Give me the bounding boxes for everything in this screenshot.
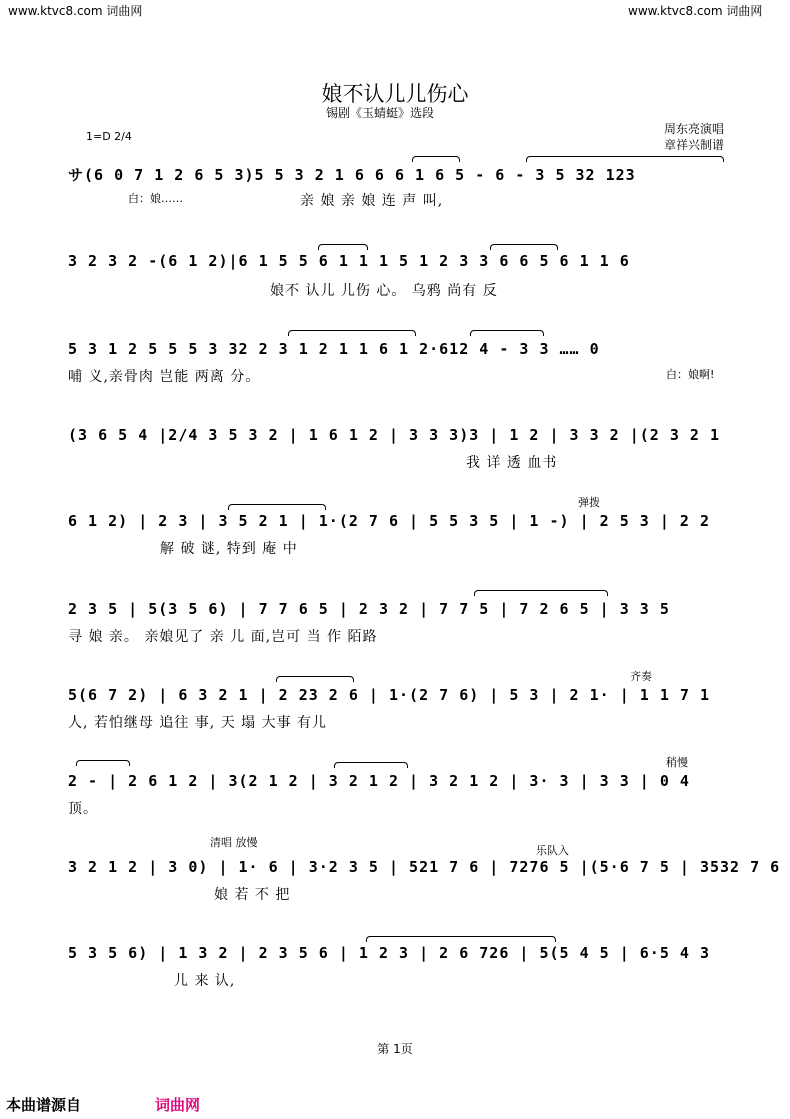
slur (526, 156, 724, 162)
notes: サ(6 0 7 1 2 6 5 3)5 5 3 2 1 6 6 6 1 6 5 - 6 - 3 5 32 123 (68, 166, 636, 184)
anno: 白：娘啊! (666, 368, 715, 381)
lyrics: 娘 若 不 把 (214, 887, 291, 903)
site-watermark-left: www.ktvc8.com 词曲网 (8, 4, 143, 18)
anno: 乐队入 (536, 844, 569, 857)
slur (276, 676, 354, 682)
site-watermark-right: www.ktvc8.com 词曲网 (628, 4, 763, 18)
slur (76, 760, 130, 766)
anno: 白：娘…… (128, 192, 183, 205)
slur (470, 330, 544, 336)
footer-source-link[interactable]: 词曲网 (155, 1096, 201, 1114)
lyrics: 亲 娘 亲 娘 连 声 叫, (300, 193, 444, 209)
slur (366, 936, 556, 942)
notes: 5(6 7 2) | 6 3 2 1 | 2 23 2 6 | 1·(2 7 6) | 5 3 | 2 1· | 1 1 7 1 (68, 686, 710, 704)
song-subtitle: 锡剧《玉蜻蜓》选段 (325, 106, 434, 120)
notes: 3 2 3 2 -(6 1 2)|6 1 5 5 6 1 1 1 5 1 2 3 3 6 6 5 6 1 1 6 (68, 252, 630, 270)
lyrics: 寻 娘 亲。 亲娘见了 亲 儿 面,岂可 当 作 陌路 (68, 629, 378, 645)
slur (288, 330, 416, 336)
page-number: 第 1页 (377, 1042, 413, 1056)
lyrics: 人, 若怕继母 追往 事, 天 塌 大事 有儿 (68, 715, 328, 731)
notes: 3 2 1 2 | 3 0) | 1· 6 | 3·2 3 5 | 521 7 6 | 7276 5 |(5·6 7 5 | 3532 7 6 (68, 858, 781, 876)
lyrics: 娘不 认儿 儿伤 心。 乌鸦 尚有 反 (270, 283, 498, 299)
slur (334, 762, 408, 768)
footer-source-label: 本曲谱源自 (6, 1096, 82, 1114)
anno: 清唱 放慢 (210, 836, 258, 849)
notes: 5 3 5 6) | 1 3 2 | 2 3 5 6 | 1 2 3 | 2 6 726 | 5(5 4 5 | 6·5 4 3 (68, 944, 710, 962)
lyrics: 我 详 透 血书 (466, 455, 558, 471)
slur (412, 156, 460, 162)
song-title: 娘不认儿儿伤心 (321, 82, 469, 106)
notes: 5 3 1 2 5 5 5 3 32 2 3 1 2 1 1 6 1 2·612 4 - 3 3 …… 0 (68, 340, 600, 358)
arranger-credit: 章祥兴制谱 (663, 138, 724, 152)
notes: 2 3 5 | 5(3 5 6) | 7 7 6 5 | 2 3 2 | 7 7 5 | 7 2 6 5 | 3 3 5 (68, 600, 670, 618)
key-signature: 1=D 2/4 (86, 130, 132, 143)
lyrics: 哺 义,亲骨肉 岂能 两离 分。 (68, 369, 261, 385)
lyrics: 儿 来 认, (174, 973, 236, 989)
anno: 弹拨 (578, 496, 600, 509)
slur (228, 504, 326, 510)
anno: 稍慢 (666, 756, 688, 769)
anno: 齐奏 (630, 670, 652, 683)
notes: 2 - | 2 6 1 2 | 3(2 1 2 | 3 2 1 2 | 3 2 1 2 | 3· 3 | 3 3 | 0 4 (68, 772, 690, 790)
notes: (3 6 5 4 |2/4 3 5 3 2 | 1 6 1 2 | 3 3 3)3 | 1 2 | 3 3 2 |(2 3 2 1 (68, 426, 720, 444)
notes: 6 1 2) | 2 3 | 3 5 2 1 | 1·(2 7 6 | 5 5 3 5 | 1 -) | 2 5 3 | 2 2 (68, 512, 710, 530)
singer-credit: 周东亮演唱 (663, 122, 724, 136)
lyrics: 解 破 谜, 特到 庵 中 (160, 541, 298, 557)
slur (318, 244, 368, 250)
slur (490, 244, 558, 250)
lyrics: 顶。 (68, 801, 98, 817)
slur (474, 590, 608, 596)
